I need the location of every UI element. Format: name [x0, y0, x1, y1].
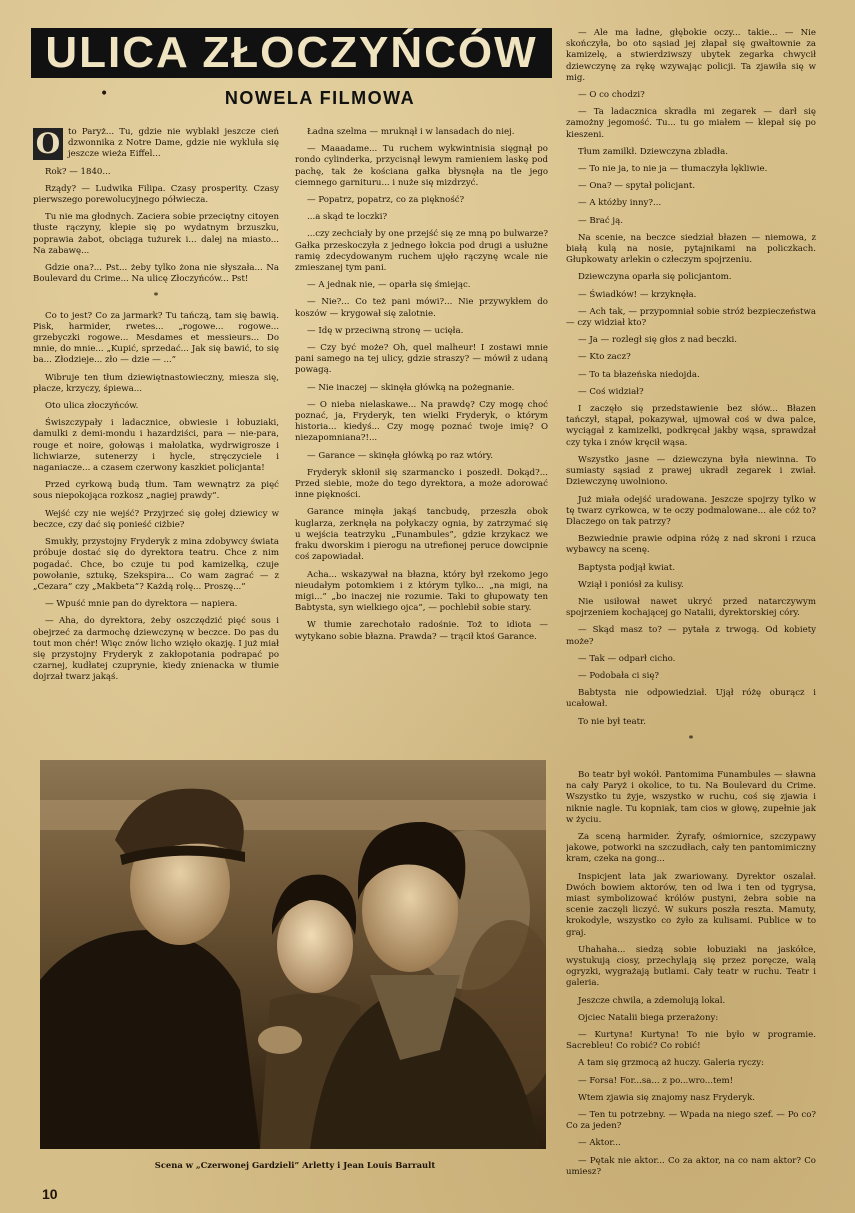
paragraph: Za sceną harmider. Żyrafy, ośmiornice, szczypawy jakowe, potworki na szczudłach, cały ten pantomimiczny kram, czeka na gong... — [566, 832, 816, 865]
paragraph: — Świadków! — krzyknęła. — [578, 289, 697, 300]
paragraph: Wejść czy nie wejść? Przyjrzeć się gołej dziewicy w beczce, czy dać się ponieść ciżbie? — [33, 508, 279, 530]
paragraph: — Coś widział? — [578, 386, 644, 397]
paragraph: Świszczypały i ladacznice, obwiesie i łobuziaki, damulki z demi-mondu i hazardziści, para — nie-para, rouge et noire, gołowąs i małolatka, wydrwigrosze i lichwiarze, sutenerzy i hycle, stręczyciele i naganiacze... a czasem czerwony kaszkiet policjanta! — [33, 418, 279, 474]
paragraph: — To ta błazeńska niedojda. — [578, 369, 700, 380]
paragraph: Przed cyrkową budą tłum. Tam wewnątrz za pięć sous niepokojąca rozkosz „nagiej prawdy”. — [33, 480, 279, 502]
paragraph: Bo teatr był wokół. Pantomima Funambules — sławna na cały Paryż i okolice, to tu. Na Boulevard du Crime. Wszystko tu żyje, wszystko w ruchu, coś się zjawia i niknie nagle. Tu kopniak, tam cios w głowę, zupełnie jak w życiu. — [566, 770, 816, 825]
paragraph: — Kurtyna! Kurtyna! To nie było w programie. Sacrebleu! Co robić? Co robić! — [566, 1030, 816, 1052]
paragraph: Garance minęła jakąś tancbudę, przeszła obok kuglarza, zerknęła na połykaczy ognia, by zatrzymać się u wejścia teatrzyku „Funambules”, gdzie krzykacz we fraku dworskim i pierogu na utrefionej peruce dowcipnie coś zapowiadał. — [295, 507, 548, 563]
text-column-3 — [566, 28, 816, 748]
paragraph: Dziewczyna oparła się policjantom. — [578, 272, 732, 283]
paragraph: Gdzie ona?... Pst... żeby tylko żona nie słyszała... Na Boulevard du Crime... Na ulicę Złoczyńców... Pst! — [33, 263, 279, 285]
dropcap: O — [33, 128, 63, 160]
paragraph: Ładna szelma — mruknął i w lansadach do niej. — [307, 127, 515, 137]
film-still-photo — [40, 760, 546, 1149]
paragraph: — Czy być może? Oh, quel malheur! I zostawi mnie pani samego na tej ulicy, gdzie straszy? — mówił z udaną powagą. — [295, 343, 548, 376]
paragraph: Wibruje ten tłum dziewiętnastowieczny, miesza się, płacze, krzyczy, śpiewa... — [33, 372, 279, 394]
paragraph: I zaczęło się przedstawienie bez słów... Błazen tańczył, stąpał, pokazywał, ujmował coś w dwa palce, wyciągał z kamizelki, podkręcał jakby wąsa, sprawdzał czy tyka i znów kręcił wąsa. — [566, 404, 816, 448]
paragraph: — Tak — odparł cicho. — [578, 653, 676, 664]
paragraph: — Maaadame... Tu ruchem wykwintnisia sięgnął po rondo cylinderka, przycisnął lewym ramieniem laskę pod pachę, tak że kościana gałka błysnęła na tle jego ciemnego garnituru... i nuże się mizdrzyć. — [295, 144, 548, 188]
paragraph: — A jednak nie, — oparła się śmiejąc. — [307, 280, 471, 291]
paragraph: Wszystko jasne — dziewczyna była niewinna. To sumiasty sąsiad z prawej ukradł zegarek i zwiał. Dziewczynę uwolniono. — [566, 454, 816, 488]
paragraph: Oto ulica złoczyńców. — [45, 401, 139, 412]
paragraph: Rok? — 1840... — [45, 166, 111, 177]
paragraph: Uhahaha... siedzą sobie łobuziaki na jaskółce, wystukują ciosy, przechylają się przez poręcze, walą ogryzki, wygrażają butlami. Cały teatr w ruchu. Teatr i galeria. — [566, 944, 816, 989]
paragraph: — Pętak nie aktor... Co za aktor, na co nam aktor? Co umiesz? — [566, 1155, 816, 1176]
paragraph: — Aha, do dyrektora, żeby oszczędzić pięć sous i obejrzeć za darmochę dziewczynę w beczce. Do pas du tout mon chér! Więc znów licho wzięło okazję. I już miał się przystojny Fryderyk z zakłopotania podrapać po czarnej, kudłatej czuprynie, kiedy znienacka w tłumie dojrzał twarz jakąś. — [33, 616, 279, 683]
text-column-4 — [566, 770, 816, 1176]
paragraph: * — [153, 291, 159, 302]
paragraph: Fryderyk skłonił się szarmancko i poszedł. Dokąd?... Przed siebie, może do tego dyrektora, a może adorować inne piękności. — [295, 467, 548, 501]
paragraph: Nie usiłował nawet ukryć przed natarczywym spojrzeniem kochającej go Natalii, dyrektorskiej córy. — [566, 596, 816, 619]
paragraph: Wtem zjawia się znajomy nasz Fryderyk. — [578, 1092, 756, 1103]
paragraph: Już miała odejść uradowana. Jeszcze spojrzy tylko w tę twarz cyrkowca, w te oczy podmalowane... ale cóż to? Dlaczego on tak patrzy? — [566, 494, 816, 527]
decorative-dot: • — [100, 86, 109, 102]
paragraph: Acha... wskazywał na błazna, który był rzekomo jego nieudałym potomkiem i z którym tylko... „na migi, na migi...” „bo inaczej nie rozumie. Taki to głupowaty ten Babtysta, syn wielkiego ojca”, — pochlebił sobie stary. — [295, 569, 548, 614]
article-title: ULICA ZŁOCZYŃCÓW — [31, 28, 552, 78]
paragraph: ...a skąd te loczki? — [307, 212, 388, 223]
paragraph: — Nie?... Co też pani mówi?... Nie przywykłem do koszów — krygował się zalotnie. — [295, 297, 548, 319]
paragraph: — Garance — skinęła główką po raz wtóry. — [307, 450, 493, 461]
paragraph: Babtysta nie odpowiedział. Ujął różę oburącz i ucałował. — [566, 688, 816, 710]
paragraph: — O nieba nielaskawe... Na prawdę? Czy mogę choć poznać, ja, Fryderyk, ten wielki Fryderyk, o którym historia... kiedyś... Czy mogę poznać twoje imię? O niezapomniana?!... — [295, 399, 548, 444]
column-4-body — [566, 770, 816, 1176]
text-column-1 — [33, 127, 279, 739]
column-2-body — [295, 127, 548, 643]
paragraph: Baptysta podjął kwiat. — [578, 562, 676, 573]
paragraph: Rządy? — Ludwika Filipa. Czasy prosperity. Czasy pierwszego porewolucyjnego półwiecza. — [33, 183, 279, 206]
paragraph: — Ten tu potrzebny. — Wpada na niego szef. — Po co? Co za jeden? — [566, 1110, 816, 1132]
paragraph: — Kto zacz? — [578, 352, 631, 363]
paragraph: — Forsa! For...sa... z po...wro...tem! — [578, 1075, 734, 1086]
paragraph: W tłumie zarechotało radośnie. Toż to idiota — wytykano sobie błazna. Prawda? — trącił ktoś Garance. — [295, 620, 548, 642]
paragraph: * — [688, 733, 694, 744]
paragraph: Co to jest? Co za jarmark? Tu tańczą, tam się bawią. Pisk, harmider, rwetes... „rogowe... rogowe... grzebyczki rogowe... Mesdames et messieurs... Do mnie, do mnie... „Kupić, sprzedać... Jak się bawić, to się ba... Złodzieje... zło — dzie — ...” — [33, 310, 279, 366]
paragraph: — Ja — rozległ się głos z nad beczki. — [578, 335, 737, 346]
text-column-2 — [295, 127, 548, 739]
paragraph: — Podobała ci się? — [578, 670, 660, 681]
paragraph: — O co chodzi? — [578, 90, 645, 101]
paragraph: Inspicjent lata jak zwariowany. Dyrektor oszalał. Dwóch bowiem aktorów, ten od lwa i ten od tygrysa, miast symbolizować królów pustyni, żebra sobie na scenie zaczęli liczyć. W sukurs poszła reszta. Mamuty, krokodyle, wszystko co żyło za kulisami. Publice w to graj. — [566, 871, 816, 938]
paragraph: Na scenie, na beczce siedział błazen — niemowa, z białą kulą na nosie, pytajnikami na policzkach. Głupkowaty arlekin o człeczym spojrzeniu. — [566, 232, 816, 266]
paragraph: — Ta ladacznica skradła mi zegarek — darł się zamożny jegomość. Tu... tu go miałem — klepał się po kieszeni. — [566, 107, 816, 140]
paragraph: — Idę w przeciwną stronę — ucięła. — [307, 325, 464, 336]
paragraph: Smukły, przystojny Fryderyk z mina zdobywcy świata próbuje dostać się do dyrektora teatru. Chce z nim pogadać. Chce, bo czuje tu pod kamizelką, czuje powołanie, sztukę, Szekspira... Co wam zagrać — z „Cezara” czy „Makbeta”? Każdą rolę... Proszę...” — [33, 537, 279, 592]
paragraph: — Aktor... — [578, 1138, 621, 1149]
page-number: 10 — [42, 1186, 58, 1202]
paragraph: ...czy zechciały by one przejść się ze mną po bulwarze? Gałka przeskoczyła z jednego łokcia pod drugi a usłużne ramię zdecydowanym ruchem ujęło rączynę wcale nie zmieszanej tym pani. — [295, 229, 548, 274]
paragraph: To nie był teatr. — [578, 716, 646, 727]
paragraph: — Ach tak, — przypomniał sobie stróż bezpieczeństwa — czy widział kto? — [566, 306, 816, 329]
paragraph: — Brać ją. — [578, 215, 623, 226]
paragraph: — A któżby inny?... — [578, 198, 662, 209]
paragraph: — Nie inaczej — skinęła główką na pożegnanie. — [307, 382, 515, 393]
paragraph: — Ona? — spytał policjant. — [578, 181, 696, 192]
article-subtitle: NOWELA FILMOWA — [224, 88, 416, 108]
paragraph: to Paryż... Tu, gdzie nie wyblakł jeszcze cień dzwonnika z Notre Dame, gdzie nie wykluła się jeszcze wieża Eiffel... — [68, 127, 279, 160]
paragraph: A tam się grzmocą aż huczy. Galeria ryczy: — [578, 1058, 765, 1069]
paragraph: — To nie ja, to nie ja — tłumaczyła lękliwie. — [578, 164, 768, 175]
photo-caption: Scena w „Czerwonej Gardzieli” Arletty i Jean Louis Barrault — [154, 1160, 436, 1170]
paragraph: Bezwiednie prawie odpina różę z nad skroni i rzuca wybawcy na scenę. — [566, 534, 816, 556]
paragraph: — Skąd masz to? — pytała z trwogą. Od kobiety może? — [566, 625, 816, 647]
paragraph: Jeszcze chwila, a zdemolują lokal. — [578, 995, 726, 1006]
paragraph: — Popatrz, popatrz, co za piękność? — [307, 195, 465, 206]
paragraph: — Wpuść mnie pan do dyrektora — napiera. — [45, 599, 238, 610]
paragraph: Tu nie ma głodnych. Zaciera sobie przeciętny citoyen tłuste rączyny, klepie się po wydatnym brzuszku, poprawia żabot, obciąga tużurek i... dalej na miasto... Na zabawę... — [33, 212, 279, 256]
paragraph: — Ale ma ładne, głębokie oczy... takie... — Nie skończyła, bo oto sąsiad jej złapał się gwałtownie za kamizelę, a stwierdziwszy ubytek zegarka chwycił dziewczynę za rękę wzywając policji. Ta zjawiła się w mig. — [566, 28, 816, 83]
paragraph: Tłum zamilkł. Dziewczyna zbladła. — [578, 146, 728, 157]
paragraph: Ojciec Natalii biega przerażony: — [578, 1012, 719, 1023]
column-3-body — [566, 28, 816, 745]
paragraph: Wziął i poniósł za kulisy. — [578, 579, 684, 590]
column-1-body — [33, 127, 279, 684]
